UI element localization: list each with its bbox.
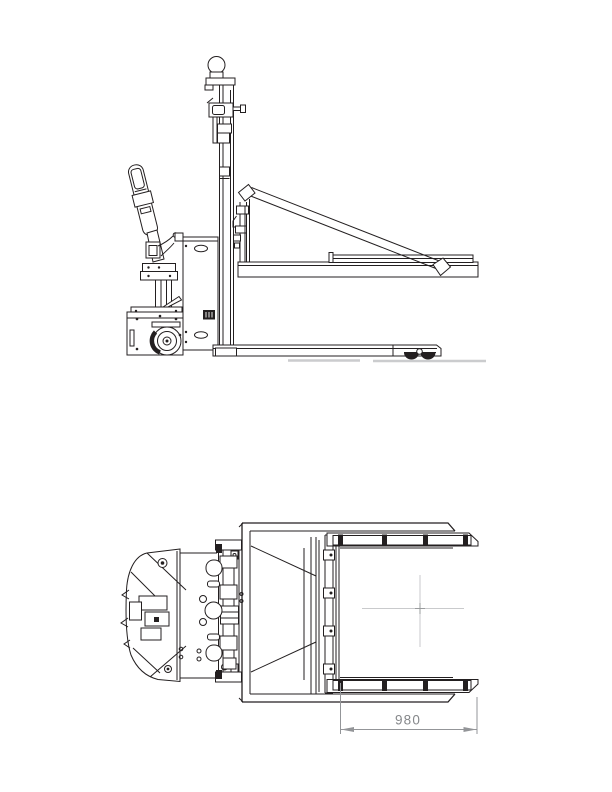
- dimension-label: 980: [394, 712, 422, 728]
- side-view: [125, 57, 486, 362]
- drive-unit: [127, 312, 183, 355]
- mast-latch: [207, 98, 246, 143]
- mast-head: [205, 57, 235, 91]
- plan-frame: [239, 523, 455, 702]
- plan-view: [121, 523, 478, 734]
- ground-shadow: [288, 361, 486, 362]
- center-cross: [362, 575, 464, 647]
- fork-platform: [238, 185, 478, 278]
- drive-unit-plan: [121, 549, 201, 682]
- plan-leg-bottom: [327, 678, 478, 693]
- plan-leg-top: [327, 533, 478, 548]
- mast-mid-block: [220, 167, 230, 179]
- tiller-handle: [125, 163, 182, 316]
- fork-carriage: [233, 202, 249, 262]
- plan-platform: [251, 535, 339, 694]
- outrigger-leg: [213, 345, 441, 360]
